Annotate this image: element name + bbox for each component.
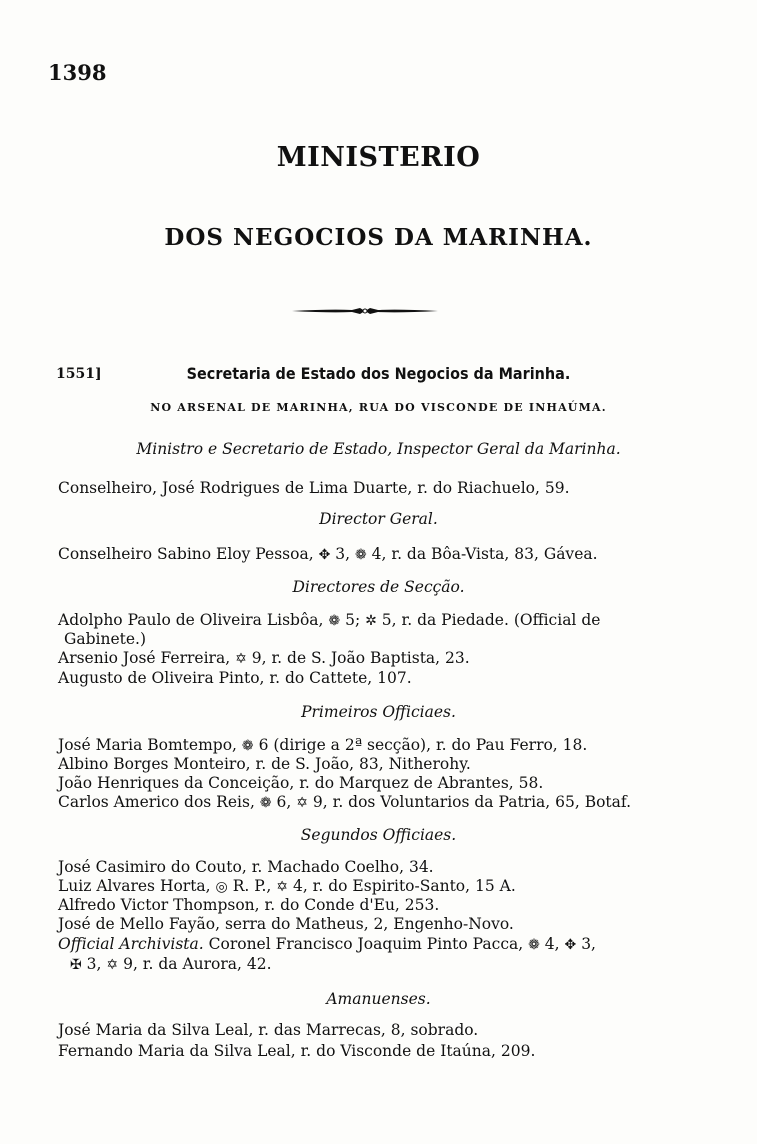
line-dir1-address: 5, r. da Piedade. (Official de <box>381 611 601 629</box>
line-prim1-address: 6 (dirige a 2ª secção), r. do Pau Ferro, 18. <box>258 736 588 754</box>
line-seg5-cont-address: 9, r. da Aurora, 42. <box>123 955 272 973</box>
line-director-rank1: 3, <box>335 545 351 563</box>
rose-order-icon: ❁ <box>354 547 367 563</box>
line-prim1-name: José Maria Bomtempo, <box>58 736 237 754</box>
line-dir1-cont: Gabinete.) <box>64 630 147 648</box>
line-dir1-rank1: 5; <box>345 611 361 629</box>
cross-order-icon: ✠ <box>70 957 82 973</box>
star-order-icon: ✲ <box>365 613 377 629</box>
entry-number: 1551] <box>56 366 102 382</box>
line-seg5-cont <box>70 955 272 973</box>
line-seg3: Alfredo Victor Thompson, r. do Conde d'Eu, 253. <box>58 896 440 914</box>
line-director <box>58 545 598 563</box>
line-prim4 <box>58 793 631 811</box>
page-number: 1398 <box>48 60 107 85</box>
line-seg4: José de Mello Fayão, serra do Matheus, 2, Engenho-Novo. <box>58 915 514 933</box>
line-seg2-address: 4, r. do Espirito-Santo, 15 A. <box>292 877 516 895</box>
line-dir2-address: 9, r. de S. João Baptista, 23. <box>251 649 470 667</box>
star-order-icon: ✡ <box>276 879 289 895</box>
line-prim1 <box>58 736 587 754</box>
heading-director: Director Geral. <box>319 510 438 528</box>
ministry-subtitle: DOS NEGOCIOS DA MARINHA. <box>164 224 593 251</box>
section-address: NO ARSENAL DE MARINHA, RUA DO VISCONDE DE INHAÚMA. <box>150 401 607 414</box>
line-prim4-rank1: 6, <box>276 793 292 811</box>
rose-order-icon: ❁ <box>241 738 254 754</box>
line-seg5-label: Official Archivista. <box>58 935 204 953</box>
rose-order-icon: ❁ <box>528 937 540 953</box>
heading-segundos: Segundos Officiaes. <box>300 826 457 844</box>
rose-order-icon: ❁ <box>259 795 272 811</box>
cross-order-icon: ✥ <box>318 547 331 563</box>
star-order-icon: ✡ <box>296 795 308 811</box>
heading-primeiros: Primeiros Officiaes. <box>301 703 456 721</box>
circle-order-icon: ◎ <box>215 879 228 895</box>
line-seg5 <box>58 935 596 953</box>
heading-amanuenses: Amanuenses. <box>326 990 431 1008</box>
line-seg5-name: Coronel Francisco Joaquim Pinto Pacca, <box>208 935 524 953</box>
section-title: Secretaria de Estado dos Negocios da Marinha. <box>186 364 571 383</box>
star-order-icon: ✡ <box>235 651 247 667</box>
line-director-name: Conselheiro Sabino Eloy Pessoa, <box>58 545 314 563</box>
line-prim2: Albino Borges Monteiro, r. de S. João, 83, Nitherohy. <box>58 755 471 773</box>
line-seg2 <box>58 877 516 895</box>
ministry-title: MINISTERIO <box>276 142 481 173</box>
heading-ministro: Ministro e Secretario de Estado, Inspector Geral da Marinha. <box>136 440 621 458</box>
cross-order-icon: ✥ <box>564 937 577 953</box>
line-seg5-rank1: 4, <box>544 935 560 953</box>
line-seg5-cont-rank: 3, <box>86 955 102 973</box>
heading-directores: Directores de Secção. <box>292 578 465 596</box>
line-dir3: Augusto de Oliveira Pinto, r. do Cattete, 107. <box>58 669 412 687</box>
line-dir2 <box>58 649 470 667</box>
line-prim3: João Henriques da Conceição, r. do Marquez de Abrantes, 58. <box>58 774 544 792</box>
line-am2: Fernando Maria da Silva Leal, r. do Visconde de Itaúna, 209. <box>58 1042 536 1060</box>
line-seg1: José Casimiro do Couto, r. Machado Coelho, 34. <box>58 858 434 876</box>
star-order-icon: ✡ <box>106 957 119 973</box>
line-prim4-name: Carlos Americo dos Reis, <box>58 793 255 811</box>
line-prim4-address: 9, r. dos Voluntarios da Patria, 65, Botaf. <box>312 793 632 811</box>
rose-order-icon: ❁ <box>328 613 341 629</box>
ornament-divider-icon <box>290 306 440 316</box>
line-dir1 <box>58 611 600 629</box>
line-seg5-rank2: 3, <box>581 935 596 953</box>
line-seg2-name: Luiz Alvares Horta, <box>58 877 211 895</box>
line-am1: José Maria da Silva Leal, r. das Marrecas, 8, sobrado. <box>58 1021 479 1039</box>
line-seg2-rank1: R. P., <box>232 877 272 895</box>
line-ministro: Conselheiro, José Rodrigues de Lima Duarte, r. do Riachuelo, 59. <box>58 479 570 497</box>
line-director-address: 4, r. da Bôa-Vista, 83, Gávea. <box>371 545 598 563</box>
line-dir2-name: Arsenio José Ferreira, <box>58 649 231 667</box>
line-dir1-name: Adolpho Paulo de Oliveira Lisbôa, <box>58 611 324 629</box>
